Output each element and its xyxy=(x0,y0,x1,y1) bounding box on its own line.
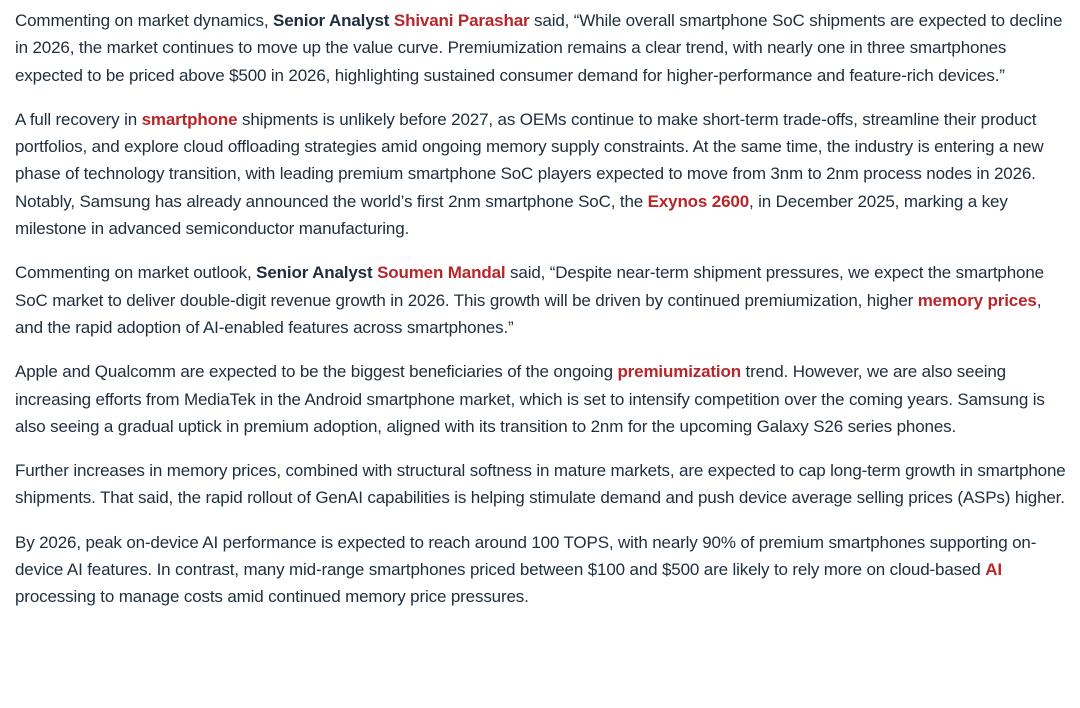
paragraph-text: Apple and Qualcomm are expected to be the biggest beneficiaries of the ongoing xyxy=(15,362,618,382)
paragraph-text: , in December 2025, marking a key milestone in advanced semiconductor manufacturing. xyxy=(15,191,1008,239)
paragraph-beneficiaries xyxy=(15,358,1067,440)
paragraph-text: said, “Despite near-term shipment pressures, we expect the smartphone SoC market to deliver double-digit revenue growth in 2026. This growth will be driven by continued premiumization, higher xyxy=(15,263,1044,310)
premiumization-link[interactable]: premiumization xyxy=(617,362,741,382)
paragraph-market-outlook xyxy=(15,259,1067,341)
paragraph-memory-prices xyxy=(15,457,1067,512)
analyst-name-link-soumen-mandal[interactable]: Soumen Mandal xyxy=(377,263,506,283)
paragraph-text: shipments is unlikely before 2027, as OEMs continue to make short-term trade-offs, streamline their product portfolios, and explore cloud offloading strategies amid ongoing memory supply constraints. At the same time, the industry is entering a new phase of technology transition, with leading premium smartphone SoC players expected to move from 3nm to 2nm process nodes in 2026. Notably, Samsung has already announced the world’s first 2nm smartphone SoC, the xyxy=(15,109,1044,211)
analyst-role: Senior Analyst xyxy=(273,11,390,30)
paragraph-text: , and the rapid adoption of AI-enabled features across smartphones.” xyxy=(15,290,1042,337)
paragraph-text: A full recovery in xyxy=(15,109,142,129)
article-body xyxy=(15,7,1067,611)
paragraph-text: trend. However, we are also seeing increasing efforts from MediaTek in the Android smartphone market, which is set to intensify competition over the coming years. Samsung is also seeing a gradual uptick in premium adoption, aligned with its transition to 2nm for the upcoming Galaxy S26 series phones. xyxy=(15,362,1045,436)
paragraph-recovery xyxy=(15,106,1067,242)
paragraph-text: Commenting on market dynamics, xyxy=(15,11,274,30)
paragraph-on-device-ai xyxy=(15,529,1067,611)
memory-prices-link[interactable]: memory prices xyxy=(917,290,1037,310)
paragraph-text: Commenting on market outlook, xyxy=(15,263,257,283)
analyst-name-link-shivani-parashar[interactable]: Shivani Parashar xyxy=(393,11,530,30)
paragraph-text: processing to manage costs amid continued memory price pressures. xyxy=(15,587,529,607)
paragraph-text: Further increases in memory prices, combined with structural softness in mature markets, are expected to cap long-term growth in smartphone shipments. That said, the rapid rollout of GenAI capabilities is helping stimulate demand and push device average selling prices (ASPs) higher. xyxy=(15,461,1066,508)
analyst-role: Senior Analyst xyxy=(256,263,373,283)
ai-link[interactable]: AI xyxy=(985,560,1002,580)
paragraph-market-dynamics xyxy=(15,7,1067,89)
paragraph-text: By 2026, peak on-device AI performance is expected to reach around 100 TOPS, with nearly 90% of premium smartphones supporting on-device AI features. In contrast, many mid-range smartphones priced between $100 and $500 are likely to rely more on cloud-based xyxy=(15,532,1037,580)
exynos-2600-link[interactable]: Exynos 2600 xyxy=(647,191,750,211)
paragraph-text: said, “While overall smartphone SoC shipments are expected to decline in 2026, the market continues to move up the value curve. Premiumization remains a clear trend, with nearly one in three smartphones expected to be priced above $500 in 2026, highlighting sustained consumer demand for higher-performance and feature-rich devices.” xyxy=(15,11,1063,85)
smartphone-link[interactable]: smartphone xyxy=(141,109,238,129)
